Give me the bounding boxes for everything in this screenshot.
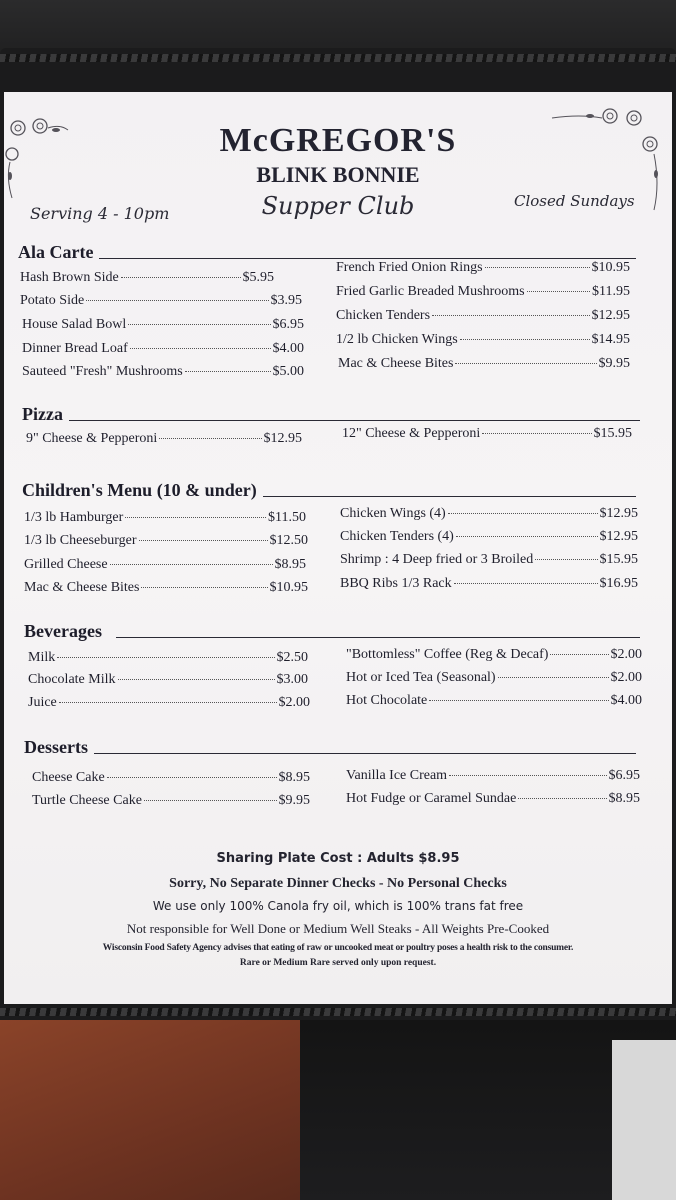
item-name: 12" Cheese & Pepperoni bbox=[342, 426, 481, 441]
leader-dots bbox=[460, 339, 590, 340]
section-beverages-header bbox=[24, 621, 640, 642]
section-title: Ala Carte bbox=[18, 242, 94, 262]
item-price: $8.95 bbox=[274, 557, 306, 572]
menu-item bbox=[340, 576, 638, 592]
item-name: Hot or Iced Tea (Seasonal) bbox=[346, 670, 496, 685]
section-title: Beverages bbox=[24, 621, 102, 641]
menu-item bbox=[24, 557, 306, 573]
binder-stitching-top bbox=[0, 54, 676, 62]
item-name: Hash Brown Side bbox=[20, 270, 119, 285]
item-price: $14.95 bbox=[591, 332, 630, 347]
leader-dots bbox=[118, 679, 275, 680]
menu-item bbox=[32, 793, 310, 809]
item-price: $12.95 bbox=[591, 308, 630, 323]
item-name: House Salad Bowl bbox=[22, 317, 127, 332]
menu-item bbox=[28, 672, 308, 688]
menu-item bbox=[20, 270, 274, 286]
leader-dots bbox=[527, 291, 590, 292]
menu-item bbox=[24, 580, 308, 596]
section-childrens-menu-header bbox=[22, 480, 636, 501]
leader-dots bbox=[107, 777, 277, 778]
item-name: 9" Cheese & Pepperoni bbox=[26, 431, 158, 446]
leader-dots bbox=[455, 363, 596, 364]
item-name: French Fried Onion Rings bbox=[336, 260, 483, 275]
menu-item bbox=[20, 293, 302, 309]
menu-item bbox=[24, 510, 306, 526]
item-price: $2.50 bbox=[276, 650, 308, 665]
item-price: $15.95 bbox=[593, 426, 632, 441]
serving-hours: Serving 4 - 10pm bbox=[30, 204, 170, 223]
menu-item bbox=[340, 552, 638, 568]
item-name: Turtle Cheese Cake bbox=[32, 793, 142, 808]
leader-dots bbox=[130, 348, 271, 349]
item-name: BBQ Ribs 1/3 Rack bbox=[340, 576, 452, 591]
item-name: Cheese Cake bbox=[32, 770, 105, 785]
item-price: $3.95 bbox=[270, 293, 302, 308]
menu-item bbox=[346, 647, 642, 663]
menu-item bbox=[346, 670, 642, 686]
item-name: 1/3 lb Hamburger bbox=[24, 510, 124, 525]
leader-dots bbox=[185, 371, 271, 372]
sharing-plate-note: Sharing Plate Cost : Adults $8.95 bbox=[216, 851, 460, 866]
item-name: Milk bbox=[28, 650, 56, 665]
item-price: $5.95 bbox=[242, 270, 274, 285]
item-price: $6.95 bbox=[272, 317, 304, 332]
item-price: $9.95 bbox=[598, 356, 630, 371]
item-price: $10.95 bbox=[269, 580, 308, 595]
leader-dots bbox=[139, 540, 268, 541]
item-name: Juice bbox=[28, 695, 57, 710]
item-price: $12.95 bbox=[263, 431, 302, 446]
item-name: Mac & Cheese Bites bbox=[24, 580, 140, 595]
checks-note: Sorry, No Separate Dinner Checks - No Personal Checks bbox=[169, 876, 507, 891]
item-price: $12.95 bbox=[599, 529, 638, 544]
section-rule bbox=[94, 753, 636, 754]
menu-item bbox=[28, 695, 310, 711]
item-price: $16.95 bbox=[599, 576, 638, 591]
item-name: 1/3 lb Cheeseburger bbox=[24, 533, 137, 548]
item-name: Fried Garlic Breaded Mushrooms bbox=[336, 284, 525, 299]
menu-item bbox=[22, 341, 304, 357]
item-name: Chicken Tenders (4) bbox=[340, 529, 454, 544]
leader-dots bbox=[485, 267, 590, 268]
item-name: Chicken Tenders bbox=[336, 308, 431, 323]
restaurant-name: McGREGOR'S bbox=[219, 122, 457, 159]
leader-dots bbox=[128, 324, 270, 325]
menu-item bbox=[28, 650, 308, 666]
leader-dots bbox=[535, 559, 597, 560]
menu-item bbox=[340, 506, 638, 522]
menu-item bbox=[336, 260, 630, 276]
leader-dots bbox=[121, 277, 241, 278]
section-desserts-header bbox=[24, 737, 636, 758]
item-price: $8.95 bbox=[608, 791, 640, 806]
item-price: $9.95 bbox=[278, 793, 310, 808]
item-name: Mac & Cheese Bites bbox=[338, 356, 454, 371]
binder-stitching-bottom bbox=[0, 1008, 676, 1016]
item-price: $15.95 bbox=[599, 552, 638, 567]
item-price: $10.95 bbox=[591, 260, 630, 275]
item-price: $4.00 bbox=[272, 341, 304, 356]
menu-item bbox=[336, 332, 630, 348]
leader-dots bbox=[125, 517, 266, 518]
rare-note: Rare or Medium Rare served only upon request. bbox=[239, 958, 437, 968]
section-rule bbox=[99, 258, 636, 259]
menu-item bbox=[346, 693, 642, 709]
section-rule bbox=[116, 637, 640, 638]
item-price: $11.50 bbox=[268, 510, 306, 525]
restaurant-subtitle: BLINK BONNIE bbox=[256, 162, 420, 187]
item-price: $5.00 bbox=[272, 364, 304, 379]
restaurant-tagline: Supper Club bbox=[261, 192, 415, 220]
section-title: Desserts bbox=[24, 737, 88, 757]
leader-dots bbox=[57, 657, 274, 658]
item-price: $2.00 bbox=[610, 670, 642, 685]
item-name: 1/2 lb Chicken Wings bbox=[336, 332, 458, 347]
leader-dots bbox=[482, 433, 591, 434]
item-name: Shrimp : 4 Deep fried or 3 Broiled bbox=[340, 552, 534, 567]
leader-dots bbox=[448, 513, 598, 514]
menu-item bbox=[338, 356, 630, 372]
leader-dots bbox=[449, 775, 606, 776]
menu-item bbox=[22, 364, 304, 380]
item-name: Hot Fudge or Caramel Sundae bbox=[346, 791, 517, 806]
leader-dots bbox=[454, 583, 598, 584]
menu-item bbox=[346, 791, 640, 807]
closed-days: Closed Sundays bbox=[514, 192, 635, 210]
menu-item bbox=[32, 770, 310, 786]
floor-light-patch bbox=[612, 1040, 676, 1200]
leader-dots bbox=[144, 800, 277, 801]
item-price: $11.95 bbox=[592, 284, 630, 299]
item-price: $12.95 bbox=[599, 506, 638, 521]
steaks-note: Not responsible for Well Done or Medium Well Steaks - All Weights Pre-Cooked bbox=[126, 921, 550, 936]
leader-dots bbox=[432, 315, 589, 316]
item-name: "Bottomless" Coffee (Reg & Decaf) bbox=[346, 647, 549, 662]
item-price: $3.00 bbox=[276, 672, 308, 687]
item-name: Chocolate Milk bbox=[28, 672, 116, 687]
menu-page bbox=[4, 92, 672, 1004]
item-price: $6.95 bbox=[608, 768, 640, 783]
section-rule bbox=[263, 496, 636, 497]
leader-dots bbox=[110, 564, 273, 565]
menu-item bbox=[342, 426, 632, 442]
item-price: $8.95 bbox=[278, 770, 310, 785]
item-name: Sauteed "Fresh" Mushrooms bbox=[22, 364, 183, 379]
section-pizza-header bbox=[22, 404, 640, 425]
item-name: Potato Side bbox=[20, 293, 85, 308]
food-safety-note: Wisconsin Food Safety Agency advises that eating of raw or uncooked meat or poultry poses a health risk to the consumer. bbox=[102, 943, 574, 953]
item-name: Vanilla Ice Cream bbox=[346, 768, 448, 783]
item-name: Dinner Bread Loaf bbox=[22, 341, 128, 356]
leader-dots bbox=[456, 536, 598, 537]
item-name: Hot Chocolate bbox=[346, 693, 428, 708]
section-rule bbox=[69, 420, 640, 421]
leader-dots bbox=[141, 587, 267, 588]
leader-dots bbox=[86, 300, 268, 301]
item-name: Grilled Cheese bbox=[24, 557, 108, 572]
leader-dots bbox=[518, 798, 606, 799]
menu-item bbox=[22, 317, 304, 333]
menu-item bbox=[346, 768, 640, 784]
leader-dots bbox=[429, 700, 608, 701]
section-title: Children's Menu (10 & under) bbox=[22, 480, 257, 500]
item-price: $2.00 bbox=[610, 647, 642, 662]
fry-oil-note: We use only 100% Canola fry oil, which is 100% trans fat free bbox=[152, 899, 524, 913]
item-name: Chicken Wings (4) bbox=[340, 506, 446, 521]
leader-dots bbox=[159, 438, 261, 439]
item-price: $4.00 bbox=[610, 693, 642, 708]
floor-carpet bbox=[0, 1020, 300, 1200]
item-price: $12.50 bbox=[269, 533, 308, 548]
menu-item bbox=[336, 284, 630, 300]
leader-dots bbox=[498, 677, 609, 678]
leader-dots bbox=[550, 654, 608, 655]
menu-item bbox=[24, 533, 308, 549]
section-title: Pizza bbox=[22, 404, 63, 424]
menu-item bbox=[340, 529, 638, 545]
item-price: $2.00 bbox=[278, 695, 310, 710]
menu-item bbox=[26, 431, 302, 447]
leader-dots bbox=[59, 702, 277, 703]
menu-item bbox=[336, 308, 630, 324]
